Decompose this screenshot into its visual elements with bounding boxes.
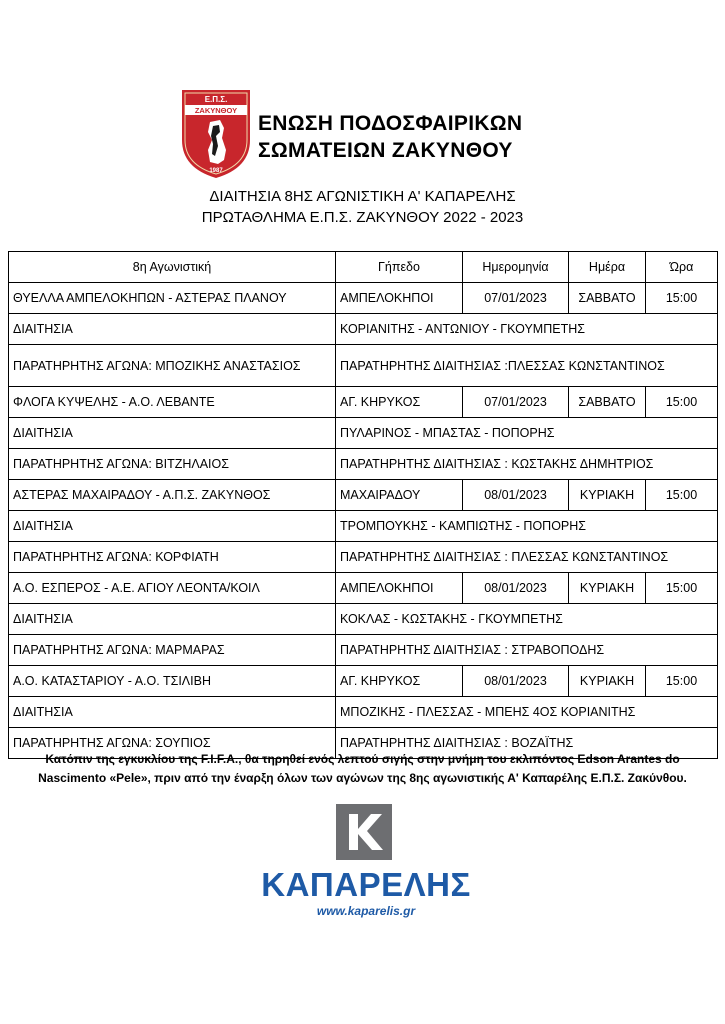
sponsor-name: ΚΑΠΑΡΕΛΗΣ xyxy=(261,866,471,903)
title-line1: ΔΙΑΙΤΗΣΙΑ 8ΗΣ ΑΓΩΝΙΣΤΙΚΗ Α' ΚΑΠΑΡΕΛΗΣ xyxy=(209,188,516,205)
observers-row xyxy=(9,542,718,573)
org-name xyxy=(258,110,522,164)
observers-row xyxy=(9,345,718,387)
match-teams: Α.Ο. ΚΑΤΑΣΤΑΡΙΟΥ - Α.Ο. ΤΣΙΛΙΒΗ xyxy=(9,666,336,697)
match-day: ΣΑΒΒΑΤΟ xyxy=(569,283,646,314)
referees-names: ΤΡΟΜΠΟΥΚΗΣ - ΚΑΜΠΙΩΤΗΣ - ΠΟΠΟΡΗΣ xyxy=(336,511,718,542)
referees-row xyxy=(9,314,718,345)
referees-names: ΚΟΚΛΑΣ - ΚΩΣΤΑΚΗΣ - ΓΚΟΥΜΠΕΤΗΣ xyxy=(336,604,718,635)
header-match: 8η Αγωνιστική xyxy=(9,252,336,283)
referees-label: ΔΙΑΙΤΗΣΙΑ xyxy=(9,511,336,542)
referees-row xyxy=(9,697,718,728)
match-observer: ΠΑΡΑΤΗΡΗΤΗΣ ΑΓΩΝΑ: ΜΑΡΜΑΡΑΣ xyxy=(9,635,336,666)
match-date: 08/01/2023 xyxy=(463,666,569,697)
eps-zakynthou-crest-icon xyxy=(180,88,252,180)
referees-names: ΜΠΟΖΙΚΗΣ - ΠΛΕΣΣΑΣ - ΜΠΕΗΣ 4ΟΣ ΚΟΡΙΑΝΙΤΗΣ xyxy=(336,697,718,728)
org-name-line2: ΣΩΜΑΤΕΙΩΝ ΖΑΚΥΝΘΟΥ xyxy=(258,139,513,162)
referees-label: ΔΙΑΙΤΗΣΙΑ xyxy=(9,418,336,449)
match-row xyxy=(9,480,718,511)
match-day: ΚΥΡΙΑΚΗ xyxy=(569,480,646,511)
match-date: 08/01/2023 xyxy=(463,480,569,511)
referees-label: ΔΙΑΙΤΗΣΙΑ xyxy=(9,697,336,728)
document-title xyxy=(0,186,725,228)
sponsor-url: www.kaparelis.gr xyxy=(316,904,416,918)
match-teams: ΑΣΤΕΡΑΣ ΜΑΧΑΙΡΑΔΟΥ - Α.Π.Σ. ΖΑΚΥΝΘΟΣ xyxy=(9,480,336,511)
match-date: 07/01/2023 xyxy=(463,283,569,314)
match-observer: ΠΑΡΑΤΗΡΗΤΗΣ ΑΓΩΝΑ: ΜΠΟΖΙΚΗΣ ΑΝΑΣΤΑΣΙΟΣ xyxy=(9,345,336,387)
referees-row xyxy=(9,418,718,449)
title-line2: ΠΡΩΤΑΘΛΗΜΑ Ε.Π.Σ. ΖΑΚΥΝΘΟΥ 2022 - 2023 xyxy=(201,209,524,226)
referees-label: ΔΙΑΙΤΗΣΙΑ xyxy=(9,604,336,635)
referee-observer: ΠΑΡΑΤΗΡΗΤΗΣ ΔΙΑΙΤΗΣΙΑΣ :ΠΛΕΣΣΑΣ ΚΩΝΣΤΑΝΤΙΝΟΣ xyxy=(336,345,718,387)
header-day: Ημέρα xyxy=(569,252,646,283)
observers-row xyxy=(9,635,718,666)
match-date: 08/01/2023 xyxy=(463,573,569,604)
header-date: Ημερομηνία xyxy=(463,252,569,283)
match-day: ΚΥΡΙΑΚΗ xyxy=(569,573,646,604)
kaparelis-logo-icon xyxy=(336,804,392,860)
referee-observer: ΠΑΡΑΤΗΡΗΤΗΣ ΔΙΑΙΤΗΣΙΑΣ : ΒΟΖΑΪΤΗΣ xyxy=(336,728,718,759)
match-teams: Α.Ο. ΕΣΠΕΡΟΣ - Α.Ε. ΑΓΙΟΥ ΛΕΟΝΤΑ/ΚΟΙΛ xyxy=(9,573,336,604)
match-stadium: ΑΜΠΕΛΟΚΗΠΟΙ xyxy=(336,283,463,314)
match-time: 15:00 xyxy=(646,283,718,314)
referees-label: ΔΙΑΙΤΗΣΙΑ xyxy=(9,314,336,345)
match-stadium: ΑΜΠΕΛΟΚΗΠΟΙ xyxy=(336,573,463,604)
referee-observer: ΠΑΡΑΤΗΡΗΤΗΣ ΔΙΑΙΤΗΣΙΑΣ : ΚΩΣΤΑΚΗΣ ΔΗΜΗΤΡΙΟΣ xyxy=(336,449,718,480)
memorial-note: Κατόπιν της εγκυκλίου της F.I.F.A., θα τηρηθεί ενός λεπτού σιγής στην μνήμη του εκλιπόντος Edson Arantes do Nascimento «Pele», πριν από την έναρξη όλων των αγώνων της 8ης αγωνιστικής Α' Καπαρέλης Ε.Π.Σ. Ζακύνθου. xyxy=(38,752,687,785)
observers-row xyxy=(9,449,718,480)
referee-observer: ΠΑΡΑΤΗΡΗΤΗΣ ΔΙΑΙΤΗΣΙΑΣ : ΠΛΕΣΣΑΣ ΚΩΝΣΤΑΝΤΙΝΟΣ xyxy=(336,542,718,573)
referee-observer: ΠΑΡΑΤΗΡΗΤΗΣ ΔΙΑΙΤΗΣΙΑΣ : ΣΤΡΑΒΟΠΟΔΗΣ xyxy=(336,635,718,666)
match-row xyxy=(9,283,718,314)
referees-names: ΠΥΛΑΡΙΝΟΣ - ΜΠΑΣΤΑΣ - ΠΟΠΟΡΗΣ xyxy=(336,418,718,449)
header-stadium: Γήπεδο xyxy=(336,252,463,283)
referees-row xyxy=(9,511,718,542)
match-day: ΚΥΡΙΑΚΗ xyxy=(569,666,646,697)
crest-year: 1987 xyxy=(209,168,223,174)
match-time: 15:00 xyxy=(646,573,718,604)
match-row xyxy=(9,573,718,604)
match-observer: ΠΑΡΑΤΗΡΗΤΗΣ ΑΓΩΝΑ: ΚΟΡΦΙΑΤΗ xyxy=(9,542,336,573)
match-time: 15:00 xyxy=(646,666,718,697)
schedule-table xyxy=(8,251,718,759)
header-time: Ώρα xyxy=(646,252,718,283)
referees-names: ΚΟΡΙΑΝΙΤΗΣ - ΑΝΤΩΝΙΟΥ - ΓΚΟΥΜΠΕΤΗΣ xyxy=(336,314,718,345)
match-row xyxy=(9,666,718,697)
match-time: 15:00 xyxy=(646,387,718,418)
match-stadium: ΑΓ. ΚΗΡΥΚΟΣ xyxy=(336,666,463,697)
referees-row xyxy=(9,604,718,635)
match-stadium: ΜΑΧΑΙΡΑΔΟΥ xyxy=(336,480,463,511)
match-teams: ΘΥΕΛΛΑ ΑΜΠΕΛΟΚΗΠΩΝ - ΑΣΤΕΡΑΣ ΠΛΑΝΟΥ xyxy=(9,283,336,314)
org-name-line1: ΕΝΩΣΗ ΠΟΔΟΣΦΑΙΡΙΚΩΝ xyxy=(258,112,523,135)
match-observer: ΠΑΡΑΤΗΡΗΤΗΣ ΑΓΩΝΑ: ΣΟΥΠΙΟΣ xyxy=(9,728,336,759)
crest-top-text: Ε.Π.Σ. xyxy=(204,95,228,104)
match-day: ΣΑΒΒΑΤΟ xyxy=(569,387,646,418)
sponsor-block xyxy=(256,800,476,930)
match-observer: ΠΑΡΑΤΗΡΗΤΗΣ ΑΓΩΝΑ: ΒΙΤΖΗΛΑΙΟΣ xyxy=(9,449,336,480)
match-time: 15:00 xyxy=(646,480,718,511)
header xyxy=(180,88,580,180)
match-date: 07/01/2023 xyxy=(463,387,569,418)
match-stadium: ΑΓ. ΚΗΡΥΚΟΣ xyxy=(336,387,463,418)
match-row xyxy=(9,387,718,418)
crest-band-text: ΖΑΚΥΝΘΟΥ xyxy=(194,106,238,115)
table-header-row xyxy=(9,252,718,283)
match-teams: ΦΛΟΓΑ ΚΥΨΕΛΗΣ - Α.Ο. ΛΕΒΑΝΤΕ xyxy=(9,387,336,418)
